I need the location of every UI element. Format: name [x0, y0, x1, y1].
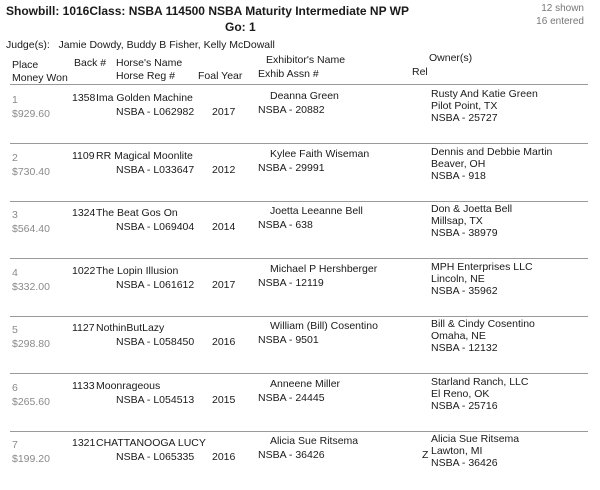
table-row — [0, 317, 600, 375]
owner-location: El Reno, OK — [431, 387, 490, 400]
col-foal-year: Foal Year — [198, 70, 243, 82]
col-owners: Owner(s) — [429, 52, 473, 64]
place: 5 — [12, 324, 18, 336]
foal-year: 2016 — [212, 451, 236, 463]
col-back: Back # — [74, 57, 107, 69]
money-won: $730.40 — [12, 165, 50, 178]
table-row — [0, 145, 600, 203]
owner-assn: NSBA - 12132 — [431, 342, 498, 354]
back-number: 1109 — [72, 149, 95, 162]
back-number: 1022 — [72, 264, 96, 277]
shown-count: 12 shown — [541, 3, 584, 14]
owner-location: Pilot Point, TX — [431, 100, 498, 112]
exhibitor-name: Deanna Green — [270, 90, 339, 102]
foal-year: 2017 — [212, 106, 236, 118]
money-won: $929.60 — [12, 108, 50, 120]
owner-assn: NSBA - 25716 — [431, 399, 498, 412]
table-row — [0, 260, 600, 318]
money-won: $332.00 — [12, 280, 50, 293]
col-horse-reg: Horse Reg # — [116, 70, 175, 82]
exhib-assn: NSBA - 9501 — [258, 334, 319, 346]
col-horse-name: Horse's Name — [116, 57, 183, 69]
horse-name: RR Magical Moonlite — [96, 149, 193, 162]
exhib-assn: NSBA - 29991 — [258, 161, 325, 174]
horse-reg: NSBA - L069404 — [116, 221, 195, 233]
exhibitor-name: Kylee Faith Wiseman — [270, 147, 370, 160]
back-number: 1324 — [72, 207, 96, 219]
judges-line: Judge(s): Jamie Dowdy, Buddy B Fisher, Kelly McDowall — [6, 39, 275, 51]
exhibitor-name: Anneene Miller — [270, 377, 341, 390]
table-row — [0, 375, 600, 433]
owner-assn: NSBA - 38979 — [431, 227, 498, 239]
showbill-title: Showbill: 1016Class: NSBA 114500 NSBA Maturity Intermediate NP WP — [6, 4, 410, 18]
owner-assn: NSBA - 35962 — [431, 284, 498, 297]
owner-assn: NSBA - 918 — [431, 169, 486, 182]
exhibitor-name: Joetta Leeanne Bell — [270, 205, 363, 217]
horse-reg: NSBA - L058450 — [116, 336, 195, 348]
foal-year: 2015 — [212, 393, 236, 406]
exhibitor-name: William (Bill) Cosentino — [270, 320, 378, 332]
horse-name: CHATTANOOGA LUCY — [96, 437, 206, 449]
table-row — [0, 202, 600, 260]
owner-name: MPH Enterprises LLC — [431, 260, 533, 273]
foal-year: 2012 — [212, 163, 236, 176]
owner-name: Alicia Sue Ritsema — [431, 433, 520, 445]
exhib-assn: NSBA - 36426 — [258, 449, 325, 461]
horse-reg: NSBA - L061612 — [116, 278, 195, 291]
col-money-won: Money Won — [12, 72, 68, 84]
exhib-assn: NSBA - 12119 — [258, 276, 324, 289]
header-divider — [10, 84, 588, 85]
horse-reg: NSBA - L054513 — [116, 393, 195, 406]
table-row — [0, 87, 600, 145]
foal-year: 2017 — [212, 278, 236, 291]
horse-reg: NSBA - L033647 — [116, 163, 195, 176]
owner-name: Don & Joetta Bell — [431, 203, 513, 215]
horse-name: Moonrageous — [96, 379, 161, 392]
horse-reg: NSBA - L065335 — [116, 451, 195, 463]
owner-name: Rusty And Katie Green — [431, 88, 538, 100]
back-number: 1133 — [72, 379, 95, 392]
table-row — [0, 432, 600, 490]
money-won: $298.80 — [12, 338, 50, 350]
place: 3 — [12, 209, 18, 221]
place: 2 — [12, 151, 18, 164]
foal-year: 2014 — [212, 221, 236, 233]
place: 7 — [12, 439, 18, 451]
owner-location: Beaver, OH — [431, 157, 486, 170]
back-number: 1321 — [72, 437, 96, 449]
horse-name: Ima Golden Machine — [96, 92, 193, 104]
exhib-assn: NSBA - 638 — [258, 219, 313, 231]
exhib-assn: NSBA - 24445 — [258, 391, 325, 404]
col-exhibitor-name: Exhibitor's Name — [266, 54, 346, 66]
owner-assn: NSBA - 36426 — [431, 457, 498, 469]
money-won: $199.20 — [12, 453, 50, 465]
owner-name: Starland Ranch, LLC — [431, 375, 529, 388]
exhibitor-name: Michael P Hershberger — [270, 262, 378, 275]
entered-count: 16 entered — [536, 16, 584, 27]
place: 4 — [12, 266, 18, 279]
back-number: 1127 — [72, 322, 95, 334]
owner-location: Omaha, NE — [431, 330, 486, 342]
back-number: 1358 — [72, 92, 96, 104]
place: 1 — [12, 94, 18, 106]
rel-code: Z — [422, 449, 429, 461]
money-won: $265.60 — [12, 395, 50, 408]
owner-location: Lincoln, NE — [431, 272, 485, 285]
owner-location: Millsap, TX — [431, 215, 483, 227]
horse-reg: NSBA - L062982 — [116, 106, 195, 118]
owner-assn: NSBA - 25727 — [431, 112, 498, 124]
place: 6 — [12, 381, 18, 394]
owner-name: Bill & Cindy Cosentino — [431, 318, 535, 330]
money-won: $564.40 — [12, 223, 50, 235]
horse-name: The Beat Gos On — [96, 207, 178, 219]
col-exhib-assn: Exhib Assn # — [258, 68, 319, 80]
owner-name: Dennis and Debbie Martin — [431, 145, 553, 158]
owner-location: Lawton, MI — [431, 445, 483, 457]
horse-name: NothinButLazy — [96, 322, 165, 334]
exhibitor-name: Alicia Sue Ritsema — [270, 435, 359, 447]
foal-year: 2016 — [212, 336, 236, 348]
exhib-assn: NSBA - 20882 — [258, 104, 325, 116]
horse-name: The Lopin Illusion — [96, 264, 179, 277]
col-rel: Rel — [412, 66, 428, 78]
col-place: Place — [12, 59, 39, 71]
go-label: Go: 1 — [225, 20, 256, 34]
